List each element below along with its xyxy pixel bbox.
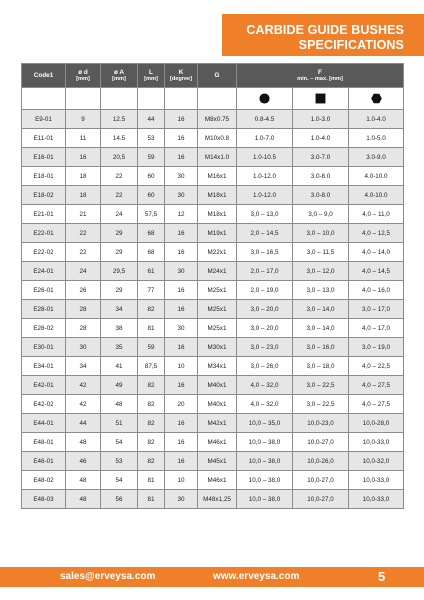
cell-od: 22 <box>66 243 101 262</box>
cell-g: M25x1 <box>198 319 237 338</box>
cell-oa: 38 <box>101 319 138 338</box>
cell-oa: 29 <box>101 281 138 300</box>
cell-f-square: 10,0-27,0 <box>293 490 349 509</box>
cell-od: 48 <box>66 471 101 490</box>
cell-code: E28-02 <box>22 319 66 338</box>
cell-f-hexagon: 10,0-28,0 <box>349 414 404 433</box>
cell-l: 57,5 <box>138 205 165 224</box>
cell-code: E42-01 <box>22 376 66 395</box>
cell-f-square: 3.0-7.0 <box>293 148 349 167</box>
cell-f-hexagon: 4,0 – 16,0 <box>349 281 404 300</box>
cell-f-square: 3.0-8.0 <box>293 167 349 186</box>
cell-l: 60 <box>138 186 165 205</box>
cell-g: M25x1 <box>198 300 237 319</box>
cell-od: 18 <box>66 167 101 186</box>
cell-g: M22x1 <box>198 243 237 262</box>
cell-od: 11 <box>66 129 101 148</box>
cell-l: 68 <box>138 243 165 262</box>
cell-g: M14x1.0 <box>198 148 237 167</box>
page-number: 5 <box>378 569 386 584</box>
cell-k: 16 <box>165 281 198 300</box>
cell-f-hexagon: 10,0-32,0 <box>349 452 404 471</box>
cell-code: E24-01 <box>22 262 66 281</box>
cell-g: M46x1 <box>198 471 237 490</box>
table-row <box>22 338 404 357</box>
table-row <box>22 186 404 205</box>
cell-f-circle: 10,0 – 38,0 <box>237 433 293 452</box>
cell-od: 26 <box>66 281 101 300</box>
table-row <box>22 300 404 319</box>
cell-od: 44 <box>66 414 101 433</box>
cell-f-circle: 1.0-12.0 <box>237 167 293 186</box>
cell-od: 48 <box>66 490 101 509</box>
cell-od: 30 <box>66 338 101 357</box>
cell-l: 59 <box>138 148 165 167</box>
table-row <box>22 357 404 376</box>
cell-code: E34-01 <box>22 357 66 376</box>
header-l: L [mm] <box>138 64 165 88</box>
cell-l: 82 <box>138 376 165 395</box>
cell-l: 60 <box>138 167 165 186</box>
cell-l: 82 <box>138 452 165 471</box>
cell-f-circle: 10,0 – 38,0 <box>237 452 293 471</box>
table-row <box>22 167 404 186</box>
cell-k: 16 <box>165 224 198 243</box>
cell-oa: 41 <box>101 357 138 376</box>
cell-od: 9 <box>66 110 101 129</box>
cell-f-square: 3,0 – 9,0 <box>293 205 349 224</box>
cell-code: E22-02 <box>22 243 66 262</box>
cell-f-hexagon: 1.0-5.0 <box>349 129 404 148</box>
cell-oa: 29,5 <box>101 262 138 281</box>
cell-f-circle: 4,0 – 32,0 <box>237 395 293 414</box>
cell-k: 10 <box>165 471 198 490</box>
cell-k: 30 <box>165 167 198 186</box>
cell-g: M18x1 <box>198 186 237 205</box>
cell-l: 82 <box>138 300 165 319</box>
cell-oa: 53 <box>101 452 138 471</box>
cell-f-square: 3,0 – 22,5 <box>293 395 349 414</box>
circle-shape-cell <box>237 88 293 110</box>
cell-f-square: 3,0 – 18,0 <box>293 357 349 376</box>
cell-f-circle: 2,0 – 19,0 <box>237 281 293 300</box>
cell-k: 10 <box>165 357 198 376</box>
cell-code: E48-02 <box>22 471 66 490</box>
cell-l: 87,5 <box>138 357 165 376</box>
cell-f-square: 3,0 – 16,0 <box>293 338 349 357</box>
cell-g: M40x1 <box>198 376 237 395</box>
cell-f-circle: 10,0 – 38,0 <box>237 490 293 509</box>
cell-code: E30-01 <box>22 338 66 357</box>
cell-oa: 51 <box>101 414 138 433</box>
title-banner <box>222 14 424 56</box>
footer-bar <box>0 567 424 587</box>
hexagon-icon <box>371 93 382 104</box>
cell-f-hexagon: 4,0 – 27,5 <box>349 395 404 414</box>
table-row <box>22 414 404 433</box>
cell-f-square: 10,0-27,0 <box>293 471 349 490</box>
cell-code: E11-01 <box>22 129 66 148</box>
cell-f-circle: 3,0 – 26,0 <box>237 357 293 376</box>
cell-oa: 24 <box>101 205 138 224</box>
cell-f-hexagon: 3,0 – 19,0 <box>349 338 404 357</box>
cell-f-square: 1.0-3.0 <box>293 110 349 129</box>
cell-l: 82 <box>138 414 165 433</box>
header-code: Code1 <box>22 64 66 88</box>
cell-f-hexagon: 4,0 – 17,0 <box>349 319 404 338</box>
cell-f-hexagon: 3,0 – 17,0 <box>349 300 404 319</box>
shape-row <box>22 88 404 110</box>
cell-k: 16 <box>165 414 198 433</box>
cell-od: 48 <box>66 433 101 452</box>
cell-code: E21-01 <box>22 205 66 224</box>
cell-od: 18 <box>66 186 101 205</box>
cell-l: 81 <box>138 490 165 509</box>
cell-l: 77 <box>138 281 165 300</box>
header-od: ø d [mm] <box>66 64 101 88</box>
cell-g: M8x0.75 <box>198 110 237 129</box>
cell-f-square: 10,0-27,0 <box>293 433 349 452</box>
cell-k: 16 <box>165 129 198 148</box>
cell-oa: 34 <box>101 300 138 319</box>
footer-website[interactable]: www.erveysa.com <box>213 571 300 582</box>
page-title: CARBIDE GUIDE BUSHES <box>246 23 404 37</box>
cell-f-square: 10,0-23,0 <box>293 414 349 433</box>
cell-code: E28-01 <box>22 300 66 319</box>
cell-l: 68 <box>138 224 165 243</box>
table-header-row <box>22 64 404 88</box>
cell-k: 30 <box>165 319 198 338</box>
cell-k: 16 <box>165 376 198 395</box>
header-f: F min. – max. [mm] <box>237 64 404 88</box>
cell-k: 16 <box>165 433 198 452</box>
cell-f-hexagon: 4,0 – 14,5 <box>349 262 404 281</box>
table-row <box>22 262 404 281</box>
cell-f-square: 3.0-8.0 <box>293 186 349 205</box>
cell-f-hexagon: 1.0-4.0 <box>349 110 404 129</box>
cell-oa: 49 <box>101 376 138 395</box>
cell-f-hexagon: 10,0-33,0 <box>349 471 404 490</box>
cell-od: 24 <box>66 262 101 281</box>
cell-k: 30 <box>165 262 198 281</box>
cell-f-hexagon: 3.0-9.0 <box>349 148 404 167</box>
specifications-table <box>21 63 404 509</box>
cell-k: 16 <box>165 338 198 357</box>
cell-od: 42 <box>66 376 101 395</box>
cell-code: E46-01 <box>22 452 66 471</box>
cell-k: 30 <box>165 490 198 509</box>
cell-l: 44 <box>138 110 165 129</box>
cell-f-circle: 3,0 – 13,0 <box>237 205 293 224</box>
cell-f-hexagon: 4,0 – 11,0 <box>349 205 404 224</box>
cell-code: E48-01 <box>22 433 66 452</box>
table-row <box>22 110 404 129</box>
cell-f-circle: 3,0 – 16,5 <box>237 243 293 262</box>
cell-g: M42x1 <box>198 414 237 433</box>
cell-od: 21 <box>66 205 101 224</box>
header-g: G <box>198 64 237 88</box>
cell-f-hexagon: 4.0-10.0 <box>349 167 404 186</box>
cell-oa: 29 <box>101 243 138 262</box>
cell-code: E9-01 <box>22 110 66 129</box>
table-row <box>22 148 404 167</box>
cell-code: E42-02 <box>22 395 66 414</box>
header-oa: ø A [mm] <box>101 64 138 88</box>
cell-l: 81 <box>138 471 165 490</box>
footer-email[interactable]: sales@erveysa.com <box>60 571 156 582</box>
square-icon <box>315 93 326 104</box>
cell-f-circle: 10,0 – 38,0 <box>237 471 293 490</box>
cell-od: 28 <box>66 300 101 319</box>
cell-oa: 29 <box>101 224 138 243</box>
cell-f-square: 3,0 – 22,5 <box>293 376 349 395</box>
cell-l: 82 <box>138 395 165 414</box>
cell-oa: 48 <box>101 395 138 414</box>
cell-l: 61 <box>138 262 165 281</box>
cell-g: M46x1 <box>198 433 237 452</box>
cell-f-hexagon: 10,0-33,0 <box>349 433 404 452</box>
cell-g: M34x1 <box>198 357 237 376</box>
cell-od: 16 <box>66 148 101 167</box>
cell-f-hexagon: 10,0-33,0 <box>349 490 404 509</box>
cell-od: 28 <box>66 319 101 338</box>
table-row <box>22 224 404 243</box>
cell-oa: 20,5 <box>101 148 138 167</box>
cell-k: 12 <box>165 205 198 224</box>
cell-f-circle: 1.0-10.5 <box>237 148 293 167</box>
cell-oa: 54 <box>101 471 138 490</box>
cell-code: E18-02 <box>22 186 66 205</box>
table-row <box>22 471 404 490</box>
cell-f-circle: 4,0 – 32,0 <box>237 376 293 395</box>
cell-code: E22-01 <box>22 224 66 243</box>
cell-code: E48-03 <box>22 490 66 509</box>
table-body <box>22 110 404 509</box>
cell-f-square: 3,0 – 13,0 <box>293 281 349 300</box>
cell-oa: 56 <box>101 490 138 509</box>
cell-od: 46 <box>66 452 101 471</box>
cell-g: M25x1 <box>198 281 237 300</box>
cell-f-hexagon: 4,0 – 12,5 <box>349 224 404 243</box>
cell-k: 20 <box>165 395 198 414</box>
cell-g: M16x1 <box>198 167 237 186</box>
cell-k: 16 <box>165 148 198 167</box>
cell-f-circle: 3,0 – 23,0 <box>237 338 293 357</box>
cell-oa: 54 <box>101 433 138 452</box>
cell-od: 42 <box>66 395 101 414</box>
table-row <box>22 319 404 338</box>
cell-f-square: 3,0 – 14,0 <box>293 300 349 319</box>
cell-code: E16-01 <box>22 148 66 167</box>
cell-g: M18x1 <box>198 205 237 224</box>
cell-f-circle: 3,0 – 20,0 <box>237 300 293 319</box>
cell-f-hexagon: 4,0 – 27,5 <box>349 376 404 395</box>
circle-icon <box>259 93 270 104</box>
cell-f-square: 3,0 – 10,0 <box>293 224 349 243</box>
cell-f-square: 3,0 – 11,5 <box>293 243 349 262</box>
cell-oa: 14.5 <box>101 129 138 148</box>
cell-f-circle: 0.8-4.5 <box>237 110 293 129</box>
table-row <box>22 376 404 395</box>
cell-l: 53 <box>138 129 165 148</box>
cell-f-circle: 10,0 – 35,0 <box>237 414 293 433</box>
cell-k: 30 <box>165 186 198 205</box>
table-row <box>22 243 404 262</box>
cell-g: M30x1 <box>198 338 237 357</box>
cell-f-circle: 1.0-12.0 <box>237 186 293 205</box>
cell-g: M40x1 <box>198 395 237 414</box>
table-row <box>22 452 404 471</box>
cell-g: M10x0.8 <box>198 129 237 148</box>
cell-f-square: 10,0-26,0 <box>293 452 349 471</box>
page-subtitle: SPECIFICATIONS <box>298 38 404 52</box>
cell-code: E44-01 <box>22 414 66 433</box>
cell-g: M19x1 <box>198 224 237 243</box>
cell-l: 81 <box>138 319 165 338</box>
cell-oa: 22 <box>101 186 138 205</box>
cell-f-square: 3,0 – 14,0 <box>293 319 349 338</box>
cell-g: M45x1 <box>198 452 237 471</box>
cell-k: 16 <box>165 452 198 471</box>
table-row <box>22 129 404 148</box>
table-row <box>22 433 404 452</box>
table-row <box>22 490 404 509</box>
cell-f-circle: 2,0 – 14,5 <box>237 224 293 243</box>
cell-k: 16 <box>165 243 198 262</box>
cell-od: 34 <box>66 357 101 376</box>
square-shape-cell <box>293 88 349 110</box>
table-row <box>22 281 404 300</box>
cell-f-circle: 1.0-7.0 <box>237 129 293 148</box>
cell-f-circle: 2,0 – 17,0 <box>237 262 293 281</box>
cell-code: E26-01 <box>22 281 66 300</box>
cell-l: 59 <box>138 338 165 357</box>
cell-g: M24x1 <box>198 262 237 281</box>
cell-code: E18-01 <box>22 167 66 186</box>
cell-od: 22 <box>66 224 101 243</box>
cell-f-hexagon: 4,0 – 14,0 <box>349 243 404 262</box>
cell-k: 16 <box>165 300 198 319</box>
cell-f-hexagon: 4,0 – 22,5 <box>349 357 404 376</box>
table-row <box>22 395 404 414</box>
cell-f-hexagon: 4.0-10.0 <box>349 186 404 205</box>
hexagon-shape-cell <box>349 88 404 110</box>
cell-oa: 22 <box>101 167 138 186</box>
cell-f-square: 1.0-4.0 <box>293 129 349 148</box>
cell-l: 82 <box>138 433 165 452</box>
cell-g: M48x1,25 <box>198 490 237 509</box>
header-k: K [degree] <box>165 64 198 88</box>
cell-oa: 35 <box>101 338 138 357</box>
cell-f-square: 3,0 – 12,0 <box>293 262 349 281</box>
table-row <box>22 205 404 224</box>
cell-oa: 12.5 <box>101 110 138 129</box>
cell-f-circle: 3,0 – 20,0 <box>237 319 293 338</box>
cell-k: 16 <box>165 110 198 129</box>
